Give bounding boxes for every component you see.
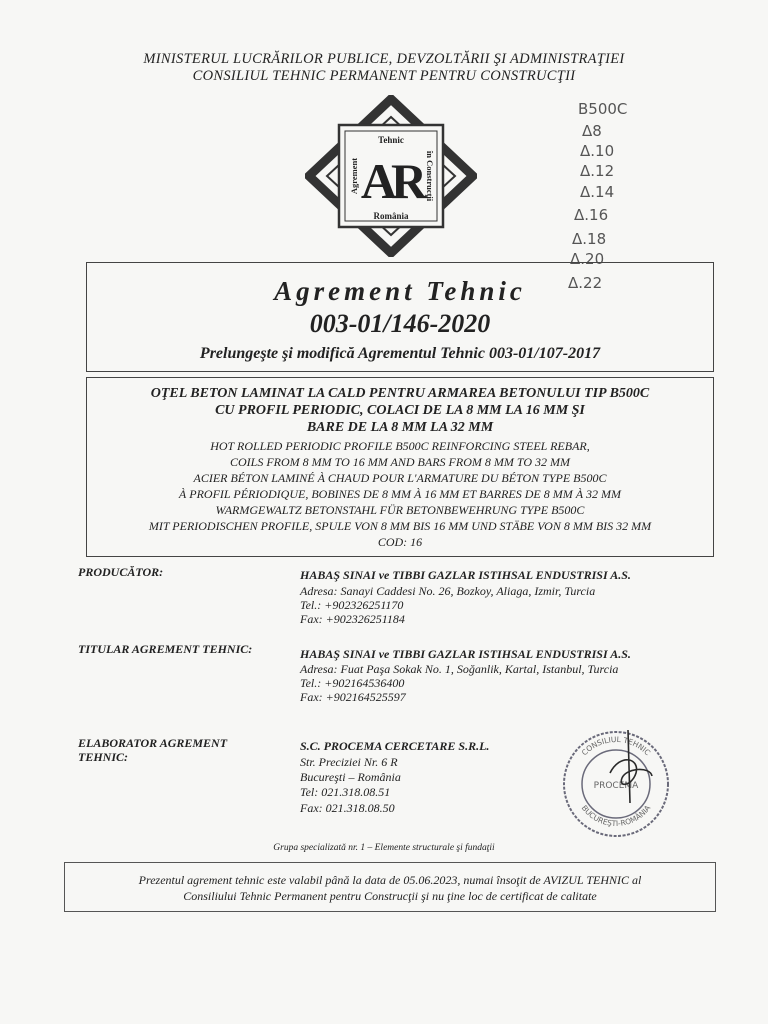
product-code: COD: 16 xyxy=(377,535,423,549)
handwritten-item: Δ.16 xyxy=(574,206,609,224)
validity-line: Consiliului Tehnic Permanent pentru Construcţii şi nu ţine loc de certificat de calitate xyxy=(183,889,597,903)
producer-tel: Tel.: +902326251170 xyxy=(300,598,404,612)
specialized-group: Grupa specializată nr. 1 – Elemente structurale şi fundaţii xyxy=(273,843,495,853)
producer-address: Adresa: Sanayi Caddesi No. 26, Bozkoy, Aliaga, Izmir, Turcia xyxy=(300,584,596,598)
producer-fax: Fax: +902326251184 xyxy=(300,612,405,626)
validity-line: Prezentul agrement tehnic este valabil până la data de 05.06.2023, numai însoţit de AVIZUL TEHNIC al xyxy=(138,873,642,887)
logo-monogram: AR xyxy=(360,153,422,209)
product-ro-line: BARE DE LA 8 MM LA 32 MM xyxy=(306,420,494,435)
holder-tel: Tel.: +902164536400 xyxy=(300,676,405,690)
product-ro-line: OŢEL BETON LAMINAT LA CALD PENTRU ARMAREA BETONULUI TIP B500C xyxy=(150,386,650,401)
product-en-line: HOT ROLLED PERIODIC PROFILE B500C REINFORCING STEEL REBAR, xyxy=(210,439,590,453)
elaborator-label-2: TEHNIC: xyxy=(78,750,129,764)
product-de-line: MIT PERIODISCHEN PROFILE, SPULE VON 8 MM BIS 16 MM UND STÄBE VON 8 MM BIS 32 MM xyxy=(148,519,652,533)
handwritten-item: Δ8 xyxy=(582,122,602,140)
product-fr-line: À PROFIL PÉRIODIQUE, BOBINES DE 8 MM À 16 MM ET BARRES DE 8 MM À 32 MM xyxy=(178,487,622,501)
holder-name: HABAŞ SINAI ve TIBBI GAZLAR ISTIHSAL ENDUSTRISI A.S. xyxy=(300,647,631,661)
logo-top-word: Tehnic xyxy=(378,135,404,145)
signature-icon xyxy=(600,728,660,808)
handwritten-item: Δ.10 xyxy=(580,142,615,160)
handwritten-item: Δ.12 xyxy=(580,162,615,180)
agrement-logo-icon xyxy=(305,95,477,257)
holder-address: Adresa: Fuat Paşa Sokak No. 1, Soğanlik, Kartal, Istanbul, Turcia xyxy=(300,662,619,676)
ministry-header: MINISTERUL LUCRĂRILOR PUBLICE, DEVZOLTĂRII ŞI ADMINISTRAŢIEI xyxy=(143,51,625,67)
holder-label: TITULAR AGREMENT TEHNIC: xyxy=(78,642,253,656)
logo-bottom-word: România xyxy=(373,211,409,221)
holder-fax: Fax: +902164525597 xyxy=(300,690,406,704)
elaborator-street: Str. Preciziei Nr. 6 R xyxy=(300,755,398,769)
elaborator-city: Bucureşti – România xyxy=(300,770,401,784)
product-ro-line: CU PROFIL PERIODIC, COLACI DE LA 8 MM LA 16 MM ŞI xyxy=(215,403,585,418)
handwritten-item: B500C xyxy=(578,100,628,118)
document-title: Agrement Tehnic xyxy=(274,276,526,306)
logo-left-word: Agrement xyxy=(349,157,359,195)
extends-note: Prelungeşte şi modifică Agrementul Tehnic 003-01/107-2017 xyxy=(199,345,601,362)
elaborator-label: ELABORATOR AGREMENT xyxy=(78,736,228,750)
stamp-ring-bottom: BUCUREŞTI-ROMÂNIA xyxy=(579,803,653,829)
agrement-number: 003-01/146-2020 xyxy=(309,309,491,338)
stamp-ring-top: CONSILIUL TEHNIC xyxy=(579,734,653,758)
elaborator-fax: Fax: 021.318.08.50 xyxy=(300,801,395,815)
logo-right-word: în Construcţii xyxy=(425,150,435,202)
product-fr-line: ACIER BÉTON LAMINÉ À CHAUD POUR L'ARMATURE DU BÉTON TYPE B500C xyxy=(193,471,607,485)
product-en-line: COILS FROM 8 MM TO 16 MM AND BARS FROM 8 MM TO 32 MM xyxy=(230,455,570,469)
elaborator-tel: Tel: 021.318.08.51 xyxy=(300,785,391,799)
stamp-center-text: PROCEMA xyxy=(593,781,639,791)
handwritten-item: Δ.18 xyxy=(572,230,607,248)
handwritten-item: Δ.20 xyxy=(570,250,605,268)
producer-label: PRODUCĂTOR: xyxy=(78,565,164,579)
council-header: CONSILIUL TEHNIC PERMANENT PENTRU CONSTRUCŢII xyxy=(192,68,576,84)
product-de-line: WARMGEWALTZ BETONSTAHL FÜR BETONBEWEHRUNG TYPE B500C xyxy=(215,503,585,517)
producer-name: HABAŞ SINAI ve TIBBI GAZLAR ISTIHSAL ENDUSTRISI A.S. xyxy=(300,568,631,582)
handwritten-item: Δ.14 xyxy=(580,183,615,201)
handwritten-item: Δ.22 xyxy=(568,274,603,292)
elaborator-name: S.C. PROCEMA CERCETARE S.R.L. xyxy=(300,739,490,753)
